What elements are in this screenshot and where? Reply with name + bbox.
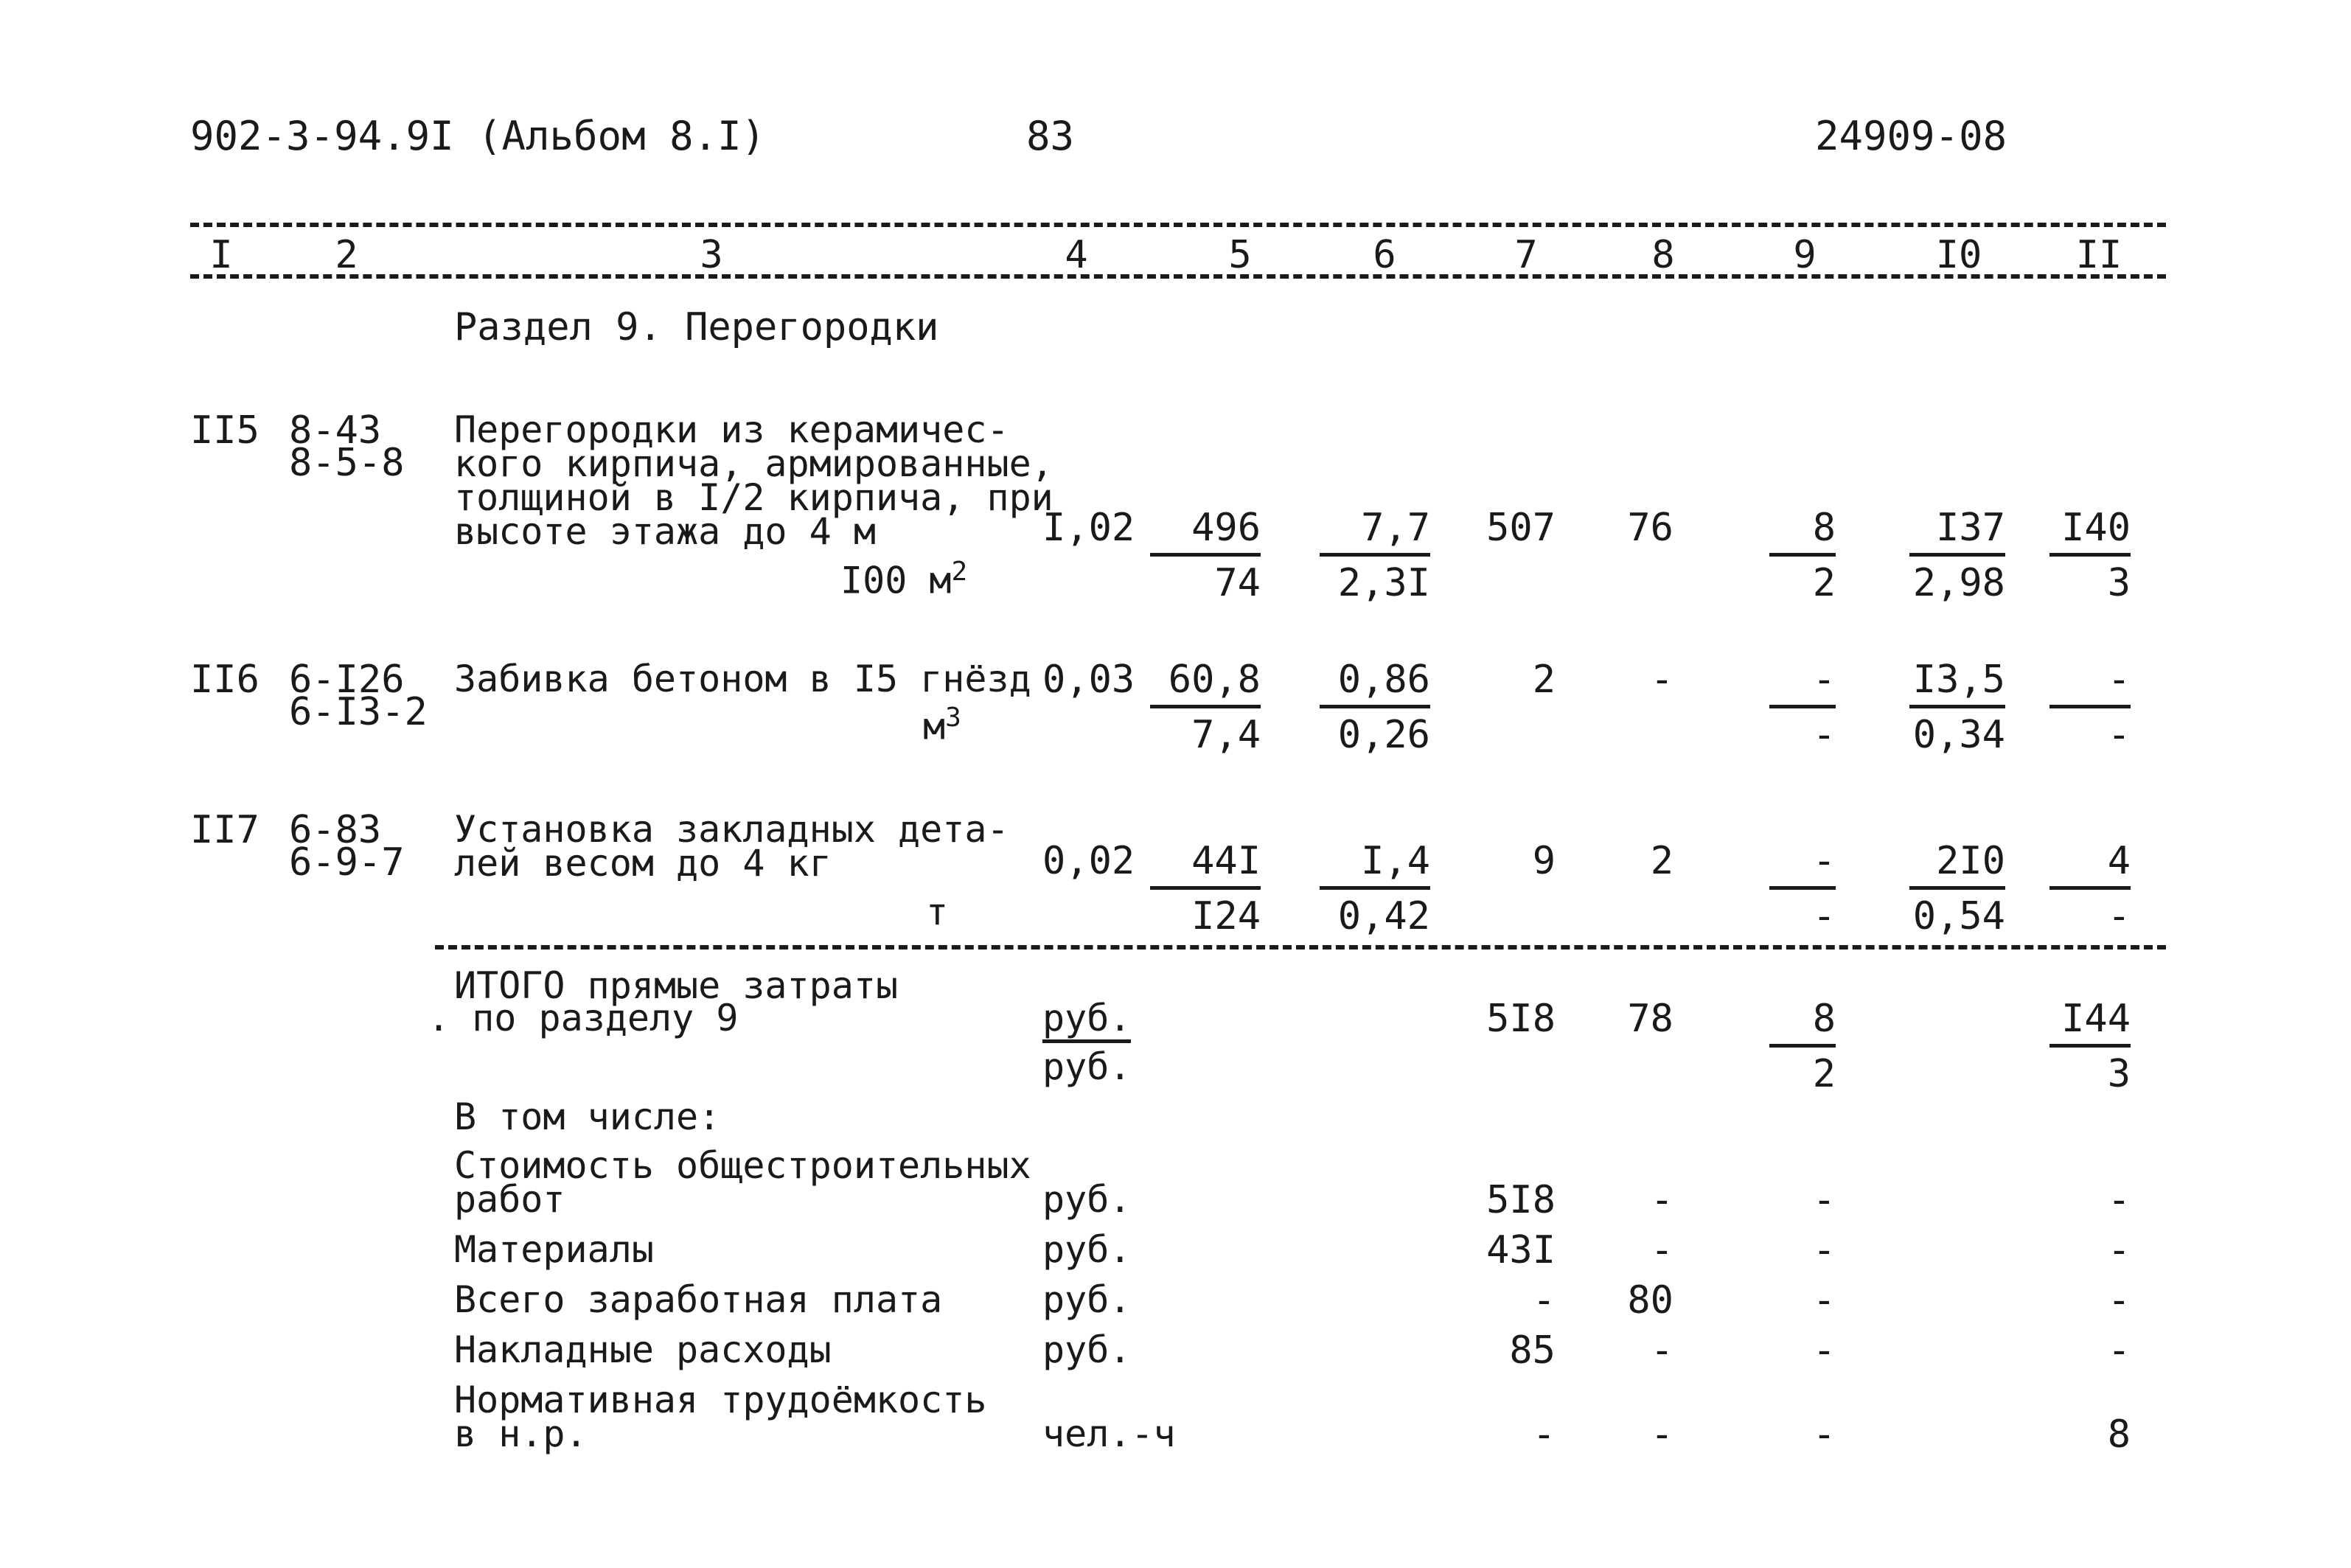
- breakdown-c8: -: [1650, 1178, 1673, 1222]
- quantity: I,02: [1042, 506, 1135, 550]
- col-num-6: 6: [1373, 233, 1396, 277]
- breakdown-c9: -: [1812, 1228, 1836, 1272]
- breakdown-c8: -: [1650, 1228, 1673, 1272]
- fraction-cell: - -: [1769, 842, 1836, 935]
- totals-unit: руб.: [1042, 1000, 1131, 1043]
- fraction-cell: I,4 0,42: [1320, 842, 1430, 935]
- quantity: 0,02: [1042, 839, 1135, 883]
- norm-code: 8-5-8: [289, 441, 405, 485]
- header-bottom-rule: [190, 274, 2166, 279]
- work-description: высоте этажа до 4 м: [454, 510, 876, 553]
- fraction-cell: 4 -: [2049, 842, 2131, 935]
- col-num-9: 9: [1793, 233, 1817, 277]
- row-number: II6: [190, 658, 260, 702]
- breakdown-c9: -: [1812, 1328, 1836, 1373]
- fraction-cell: I37 2,98: [1909, 509, 2005, 602]
- breakdown-label: работ: [454, 1178, 565, 1221]
- work-description: лей весом до 4 кг: [454, 842, 832, 885]
- fraction-cell: - -: [1769, 661, 1836, 754]
- row-number: II7: [190, 808, 260, 852]
- cell-c8: 76: [1627, 506, 1673, 550]
- breakdown-c7: -: [1532, 1278, 1556, 1323]
- cell-c8: -: [1650, 658, 1673, 702]
- fraction-cell: I44 3: [2049, 1000, 2131, 1093]
- fraction-cell: I3,5 0,34: [1909, 661, 2005, 754]
- work-description: Перегородки из керамичес-: [454, 408, 1009, 451]
- col-num-10: I0: [1935, 233, 1982, 277]
- breakdown-c9: -: [1812, 1278, 1836, 1323]
- col-num-8: 8: [1651, 233, 1675, 277]
- page-number: 83: [1026, 113, 1075, 159]
- breakdown-unit: руб.: [1042, 1178, 1132, 1221]
- header-top-rule: [190, 223, 2166, 227]
- breakdown-c8: 80: [1627, 1278, 1673, 1323]
- unit-of-measure: I00 $м^2$: [840, 557, 968, 602]
- breakdown-c7: 43I: [1486, 1228, 1556, 1272]
- breakdown-label: Накладные расходы: [454, 1328, 832, 1371]
- totals-c7: 5I8: [1486, 997, 1556, 1041]
- section-title: Раздел 9. Перегородки: [454, 305, 939, 349]
- norm-code: 8-43: [289, 408, 382, 453]
- totals-unit: руб.: [1042, 1045, 1132, 1088]
- fraction-cell: 44I I24: [1150, 842, 1261, 935]
- fraction-cell: 7,7 2,3I: [1320, 509, 1430, 602]
- breakdown-unit: руб.: [1042, 1328, 1132, 1371]
- col-num-3: 3: [700, 233, 723, 277]
- quantity: 0,03: [1042, 658, 1135, 702]
- breakdown-c11: -: [2107, 1228, 2131, 1272]
- breakdown-c8: -: [1650, 1412, 1673, 1457]
- breakdown-c7: 85: [1509, 1328, 1556, 1373]
- cell-c7: 9: [1532, 839, 1556, 883]
- norm-code: 6-I3-2: [289, 690, 428, 734]
- doc-code: 902-3-94.9I: [190, 113, 454, 159]
- breakdown-c8: -: [1650, 1328, 1673, 1373]
- norm-code: 6-83: [289, 808, 382, 852]
- cell-c7: 2: [1532, 658, 1556, 702]
- sheet-code: 24909-08: [1815, 113, 2007, 159]
- fraction-cell: 60,8 7,4: [1150, 661, 1261, 754]
- fraction-cell: 8 2: [1769, 509, 1836, 602]
- totals-c8: 78: [1627, 997, 1673, 1041]
- row-number: II5: [190, 408, 260, 453]
- col-num-4: 4: [1065, 233, 1088, 277]
- work-description: Установка закладных дета-: [454, 808, 1009, 851]
- breakdown-c7: -: [1532, 1412, 1556, 1457]
- breakdown-c11: -: [2107, 1278, 2131, 1323]
- including-label: В том числе:: [454, 1095, 721, 1138]
- col-num-5: 5: [1228, 233, 1252, 277]
- col-num-11: II: [2075, 233, 2122, 277]
- breakdown-label: Стоимость общестроительных: [454, 1144, 1031, 1187]
- breakdown-unit: руб.: [1042, 1278, 1132, 1321]
- totals-rule: [435, 945, 2166, 949]
- breakdown-label: Материалы: [454, 1228, 654, 1271]
- breakdown-c9: -: [1812, 1178, 1836, 1222]
- fraction-cell: I40 3: [2049, 509, 2131, 602]
- work-description: кого кирпича, армированные,: [454, 442, 1053, 485]
- fraction-cell: 8 2: [1769, 1000, 1836, 1093]
- breakdown-c7: 5I8: [1486, 1178, 1556, 1222]
- breakdown-label: в н.р.: [454, 1412, 588, 1455]
- breakdown-c9: -: [1812, 1412, 1836, 1457]
- work-description: Забивка бетоном в I5 гнёзд: [454, 658, 1031, 700]
- totals-label: ИТОГО прямые затраты: [454, 964, 899, 1007]
- unit-of-measure: т: [926, 891, 949, 933]
- fraction-cell: 0,86 0,26: [1320, 661, 1430, 754]
- cell-c8: 2: [1650, 839, 1673, 883]
- work-description: толщиной в I/2 кирпича, при: [454, 476, 1053, 519]
- album-label: (Альбом 8.I): [478, 113, 766, 159]
- col-num-2: 2: [335, 233, 358, 277]
- breakdown-unit: чел.-ч: [1042, 1412, 1176, 1455]
- breakdown-unit: руб.: [1042, 1228, 1132, 1271]
- breakdown-c11: -: [2107, 1328, 2131, 1373]
- norm-code: 6-I26: [289, 658, 405, 702]
- breakdown-label: Всего заработная плата: [454, 1278, 943, 1321]
- cell-c7: 507: [1486, 506, 1556, 550]
- breakdown-c11: -: [2107, 1178, 2131, 1222]
- fraction-cell: 496 74: [1150, 509, 1261, 602]
- norm-code: 6-9-7: [289, 840, 405, 885]
- fraction-cell: 2I0 0,54: [1909, 842, 2005, 935]
- fraction-cell: - -: [2049, 661, 2131, 754]
- breakdown-c11: 8: [2107, 1412, 2131, 1457]
- totals-label: . по разделу 9: [428, 997, 739, 1039]
- breakdown-label: Нормативная трудоёмкость: [454, 1379, 987, 1421]
- unit-of-measure: $м^3$: [923, 703, 961, 748]
- col-num-1: I: [209, 233, 233, 277]
- col-num-7: 7: [1514, 233, 1538, 277]
